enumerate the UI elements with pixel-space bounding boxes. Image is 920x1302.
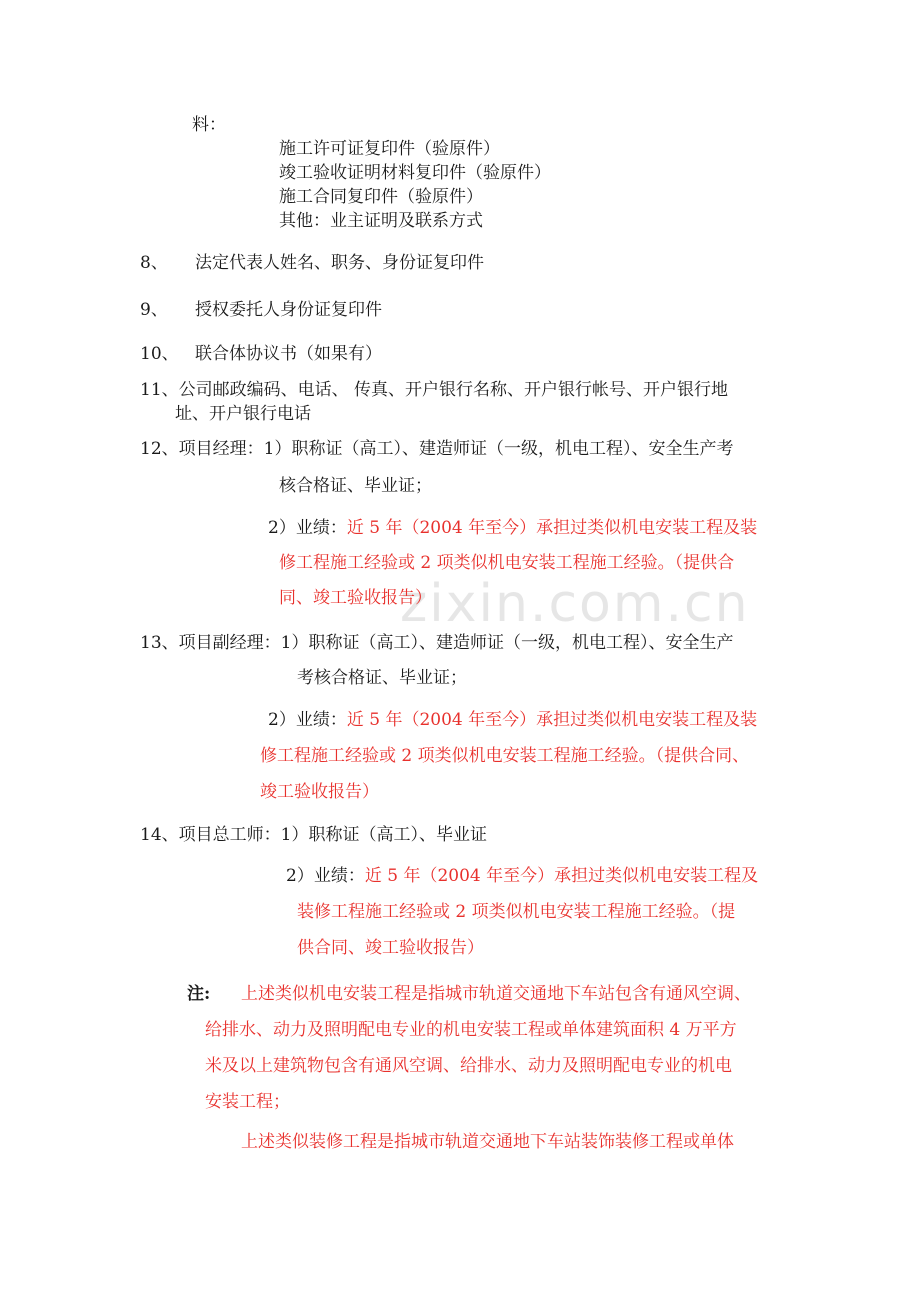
item11-line-2: 址、开户银行电话 [175,404,311,424]
item14-performance-text-1: 近 5 年（2004 年至今）承担过类似机电安装工程及 [364,866,759,886]
note-label: 注: [187,984,211,1004]
item12-performance-line-3: 同、竣工验收报告） [279,588,432,608]
item10-number: 10、 [140,344,179,364]
item9-text: 授权委托人身份证复印件 [195,300,382,320]
item12-line-2: 核合格证、毕业证； [279,476,432,496]
item7-material-4: 其他：业主证明及联系方式 [279,211,483,231]
item11-line-1: 11、公司邮政编码、电话、 传真、开户银行名称、开户银行帐号、开户银行地 [140,380,729,400]
item12-line-1: 12、项目经理：1）职称证（高工）、建造师证（一级，机电工程）、安全生产考 [140,439,734,459]
item13-line-2: 考核合格证、毕业证； [297,668,467,688]
note-paragraph-1-line-2: 给排水、动力及照明配电专业的机电安装工程或单体建筑面积 4 万平方 [205,1020,737,1040]
watermark: zixin.com.cn [400,574,750,634]
item9-number: 9、 [140,300,168,320]
item8-number: 8、 [140,253,168,273]
note-paragraph-2-line-1: 上述类似装修工程是指城市轨道交通地下车站装饰装修工程或单体 [241,1132,734,1152]
item14-performance-line-3: 供合同、竣工验收报告） [297,938,484,958]
item12-performance-line-2: 修工程施工经验或 2 项类似机电安装工程施工经验。（提供合 [279,553,735,573]
item14-line-1: 14、项目总工师：1）职称证（高工）、毕业证 [140,825,487,845]
item14-performance-label: 2）业绩： [286,866,365,886]
item13-performance-label: 2）业绩： [268,710,347,730]
item13-line-1: 13、项目副经理：1）职称证（高工）、建造师证（一级，机电工程）、安全生产 [140,633,734,653]
item13-performance-line-2: 修工程施工经验或 2 项类似机电安装工程施工经验。（提供合同、 [260,746,750,766]
item14-performance-line-2: 装修工程施工经验或 2 项类似机电安装工程施工经验。（提 [297,902,736,922]
item12-performance-line-1 [268,517,757,539]
item14-performance-line-1 [286,865,758,887]
item13-performance-line-3: 竣工验收报告） [260,782,379,802]
item12-performance-label: 2）业绩： [268,518,347,538]
note-paragraph-1-line-4: 安装工程； [205,1092,290,1112]
item7-tail: 料： [192,115,226,135]
item13-performance-text-1: 近 5 年（2004 年至今）承担过类似机电安装工程及装 [346,710,758,730]
item10-text: 联合体协议书（如果有） [195,344,382,364]
item7-material-3: 施工合同复印件（验原件） [279,187,483,207]
note-paragraph-1-line-3: 米及以上建筑物包含有通风空调、给排水、动力及照明配电专业的机电 [205,1056,732,1076]
item13-performance-line-1 [268,709,757,731]
item7-material-1: 施工许可证复印件（验原件） [279,139,500,159]
item7-material-2: 竣工验收证明材料复印件（验原件） [279,163,551,183]
item12-performance-text-1: 近 5 年（2004 年至今）承担过类似机电安装工程及装 [346,518,758,538]
note-paragraph-1-line-1: 上述类似机电安装工程是指城市轨道交通地下车站包含有通风空调、 [241,984,751,1004]
item8-text: 法定代表人姓名、职务、身份证复印件 [195,253,484,273]
